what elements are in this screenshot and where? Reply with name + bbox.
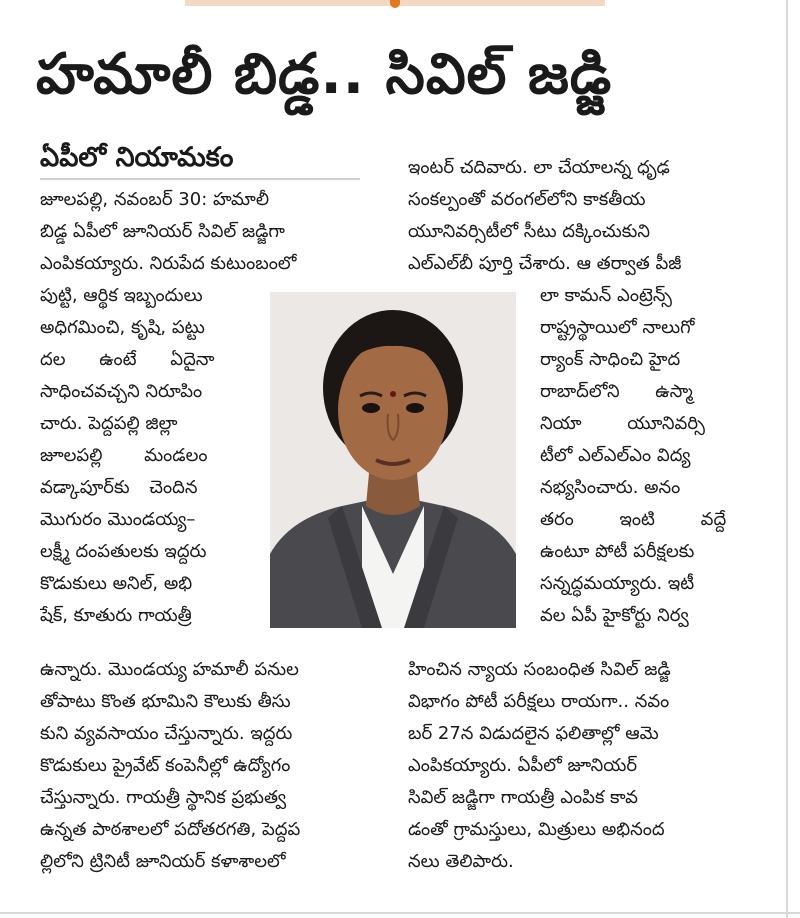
text-line: షేక్, కూతురు గాయత్రీ xyxy=(40,605,192,626)
headline: హమాలీ బిడ్డ.. సివిల్ జడ్జి xyxy=(36,42,613,107)
text-line: టీలో ఎల్ఎల్ఎం విద్య xyxy=(540,445,691,466)
text-line: వల ఏపీ హైకోర్టు నిర్వ xyxy=(540,605,689,626)
text-line: తరం ఇంటి వద్దే xyxy=(540,509,727,530)
text-line: పుట్టి, ఆర్థిక ఇబ్బందులు xyxy=(40,285,203,306)
text-line: సాధించవచ్చని నిరూపిం xyxy=(40,381,203,402)
text-line: సంకల్పంతో వరంగల్‌లోని కాకతీయ xyxy=(408,189,646,210)
text-line: తోపాటు కొంత భూమిని కౌలుకు తీసు xyxy=(40,691,291,712)
text-line: బిడ్డ ఏపీలో జూనియర్ సివిల్ జడ్జిగా xyxy=(40,221,286,242)
text-line: ఎల్ఎల్‌బీ పూర్తి చేశారు. ఆ తర్వాత పీజీ xyxy=(408,253,682,274)
text-line: ల్లిలోని ట్రినిటీ జూనియర్ కళాశాలలో xyxy=(40,851,286,872)
text-line: దల ఉంటే ఏదైనా xyxy=(40,349,215,370)
page-edge-bottom xyxy=(0,912,800,914)
portrait-photo xyxy=(270,292,516,628)
text-line: ఉన్నత పాఠశాలలో పదోతరగతి, పెద్దప xyxy=(40,819,301,840)
text-line: విభాగం పోటీ పరీక్షలు రాయగా.. నవం xyxy=(408,691,670,712)
text-line: రాబాద్‌లోని ఉస్మా xyxy=(540,381,693,402)
text-line: చారు. పెద్దపల్లి జిల్లా xyxy=(40,413,178,434)
text-line: కుని వ్యవసాయం చేస్తున్నారు. ఇద్దరు xyxy=(40,723,293,744)
text-line: లక్ష్మీ దంపతులకు ఇద్దరు xyxy=(40,541,207,562)
text-line: బర్ 27న విడుదలైన ఫలితాల్లో ఆమె xyxy=(408,723,659,744)
text-line: వడ్కాపూర్‌కు చెందిన xyxy=(40,477,198,498)
text-line: ఉన్నారు. మొండయ్య హమాలీ పనుల xyxy=(40,659,299,680)
text-line: హించిన న్యాయ సంబంధిత సివిల్ జడ్జి xyxy=(408,659,671,680)
text-line: ఎంపికయ్యారు. ఏపీలో జూనియర్ xyxy=(408,755,638,776)
text-line: సివిల్ జడ్జిగా గాయత్రీ ఎంపిక కావ xyxy=(408,787,638,808)
text-line: లా కామన్ ఎంట్రెన్స్ xyxy=(540,285,672,306)
text-line: సన్నద్ధమయ్యారు. ఇటీ xyxy=(540,573,695,594)
text-line: నియా యూనివర్సి xyxy=(540,413,705,434)
text-line: ఎంపికయ్యారు. నిరుపేద కుటుంబంలో xyxy=(40,253,297,274)
text-line: జూలపల్లి, నవంబర్ 30: హమాలీ xyxy=(40,189,270,210)
page-edge-right xyxy=(786,0,788,918)
portrait-icon xyxy=(270,292,516,628)
text-line: రాష్ట్రస్థాయిలో నాలుగో xyxy=(540,317,695,338)
text-line: ఇంటర్ చదివారు. లా చేయాలన్న ధృఢ xyxy=(408,157,670,178)
text-line: అధిగమించి, కృషి, పట్టు xyxy=(40,317,205,338)
text-line: చేస్తున్నారు. గాయత్రీ స్థానిక ప్రభుత్వ xyxy=(40,787,287,808)
text-line: ర్యాంక్ సాధించి హైద xyxy=(540,349,681,370)
text-line: యూనివర్సిటీలో సీటు దక్కించుకుని xyxy=(408,221,650,242)
text-line: నలు తెలిపారు. xyxy=(408,851,514,872)
text-line: జూలపల్లి మండలం xyxy=(40,445,208,466)
text-line: మొగురం మొండయ్య– xyxy=(40,509,196,530)
text-line: కొడుకులు ప్రైవేట్ కంపెనీల్లో ఉద్యోగం xyxy=(40,755,291,776)
text-line: కొడుకులు అనిల్, అభి xyxy=(40,573,193,594)
header-marker xyxy=(390,0,400,8)
text-line: ఉంటూ పోటీ పరీక్షలకు xyxy=(540,541,695,562)
text-line: నభ్యసించారు. అనం xyxy=(540,477,681,498)
text-line: డంతో గ్రామస్తులు, మిత్రులు అభినంద xyxy=(408,819,665,840)
subheadline: ఏపీలో నియామకం xyxy=(40,138,360,180)
